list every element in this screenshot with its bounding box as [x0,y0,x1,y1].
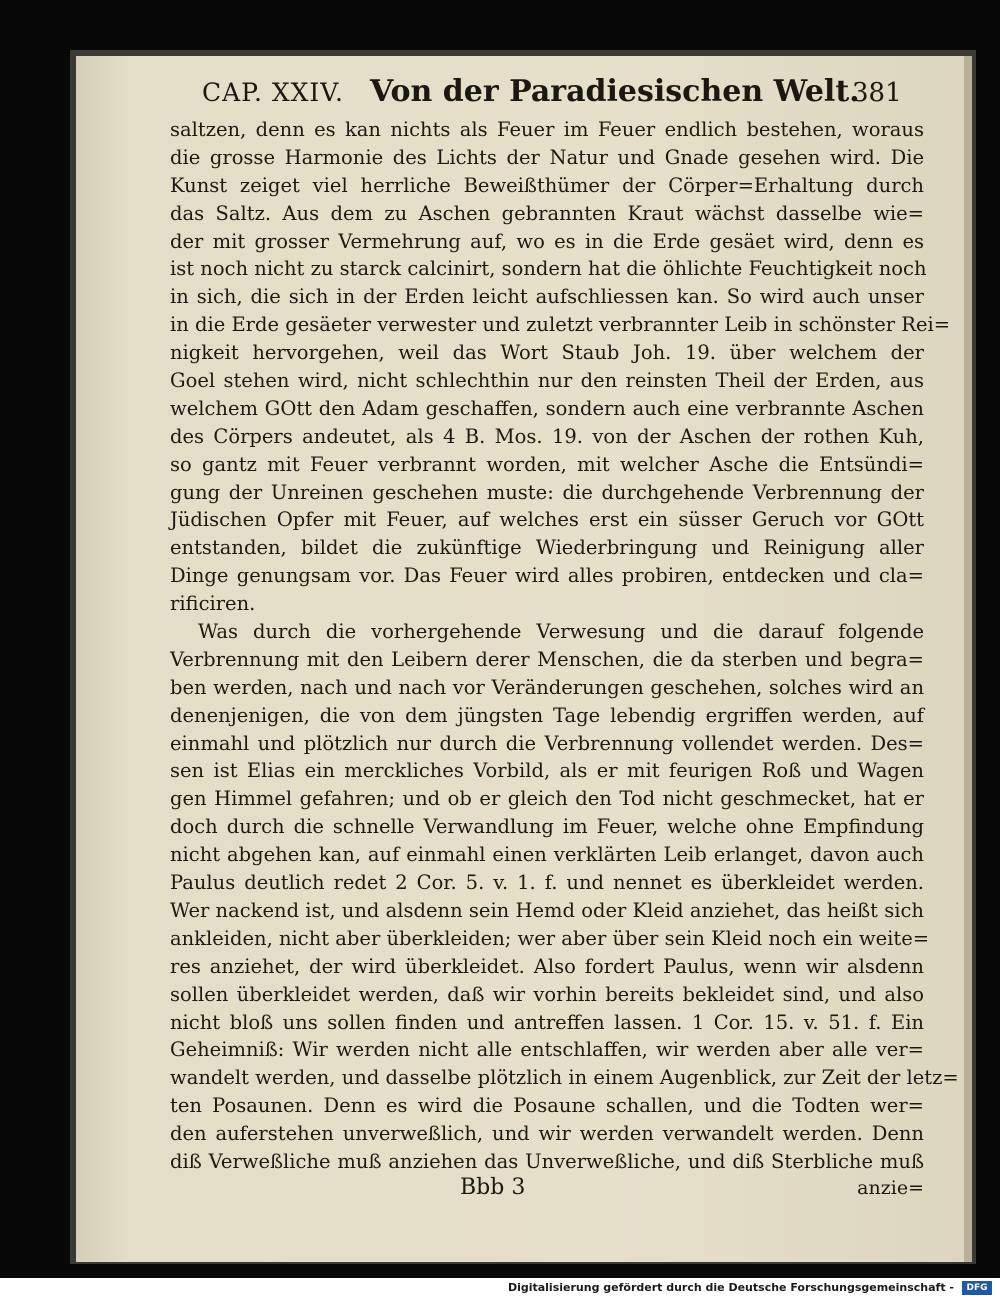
text-line: rificiren. [170,592,256,616]
text-line: Kunst zeiget viel herrliche Beweißthümer der Cörper=Erhaltung durch [170,173,924,197]
text-line: des Cörpers andeutet, als 4 B. Mos. 19. von der Aschen der rothen Kuh, [170,424,924,448]
text-line: doch durch die schnelle Verwandlung im Feuer, welche ohne Empfindung [170,815,924,839]
text-line: wandelt werden, und dasselbe plötzlich in einem Augenblick, zur Zeit der letz= [170,1066,959,1090]
text-line: den auferstehen unverweßlich, und wir werden verwandelt werden. Denn [170,1122,924,1146]
text-line: ist noch nicht zu starck calcinirt, sondern hat die öhlichte Feuchtigkeit noch [170,257,927,281]
text-line: so gantz mit Feuer verbrannt worden, mit welcher Asche die Entsündi= [170,452,924,476]
text-line: der mit grosser Vermehrung auf, wo es in die Erde gesäet wird, denn es [170,229,924,253]
text-line: sollen überkleidet werden, daß wir vorhin bereits bekleidet sind, und also [170,982,924,1006]
text-line: welchem GOtt den Adam geschaffen, sondern auch eine verbrannte Aschen [170,396,924,420]
text-line: gung der Unreinen geschehen muste: die durchgehende Verbrennung der [170,480,924,504]
text-line: Jüdischen Opfer mit Feuer, auf welches erst ein süsser Geruch vor GOtt [170,508,924,532]
text-line: res anziehet, der wird überkleidet. Also fordert Paulus, wenn wir alsdenn [170,954,924,978]
text-line: Dinge genungsam vor. Das Feuer wird alles probiren, entdecken und cla= [170,564,924,588]
text-line: nigkeit hervorgehen, weil das Wort Staub Joh. 19. über welchem der [170,341,924,365]
text-line: das Saltz. Aus dem zu Aschen gebrannten Kraut wächst dasselbe wie= [170,201,924,225]
text-line: Goel stehen wird, nicht schlechthin nur den reinsten Theil der Erden, aus [170,369,924,393]
text-line: Wer nackend ist, und alsdenn sein Hemd oder Kleid anziehet, das heißt sich [170,898,924,922]
text-line: Geheimniß: Wir werden nicht alle entschlaffen, wir werden aber alle ver= [170,1038,924,1062]
text-line: nicht bloß uns sollen finden und antreffen lassen. 1 Cor. 15. v. 51. f. Ein [170,1010,924,1034]
text-line: ben werden, nach und nach vor Veränderungen geschehen, solches wird an [170,675,924,699]
text-line: saltzen, denn es kan nichts als Feuer im Feuer endlich bestehen, woraus [170,118,924,141]
signature-mark: Bbb 3 [460,1175,526,1200]
text-line: in die Erde gesäeter verwester und zuletzt verbrannter Leib in schönster Rei= [170,313,951,337]
body-text [170,116,959,1176]
text-line: Was durch die vorhergehende Verwesung und die darauf folgende [198,620,924,644]
running-title: Von der Paradiesischen Welt. [370,74,860,109]
catchword: anzie= [857,1177,924,1199]
text-line: sen ist Elias ein merckliches Vorbild, als er mit feurigen Roß und Wagen [170,759,924,783]
text-line: in sich, die sich in der Erden leicht aufschliessen kan. So wird auch unser [170,285,924,309]
dfg-logo: DFG [962,1281,992,1295]
digitization-credit-bar [0,1278,1000,1299]
text-line: entstanden, bildet die zukünftige Wiederbringung und Reinigung aller [170,536,924,560]
book-page [76,56,972,1262]
text-line: die grosse Harmonie des Lichts der Natur und Gnade gesehen wird. Die [170,145,924,169]
credit-text: Digitalisierung gefördert durch die Deutsche Forschungsgemeinschaft - [507,1281,954,1294]
running-header [202,72,902,112]
text-line: einmahl und plötzlich nur durch die Verbrennung vollendet werden. Des= [170,731,924,755]
page-footer [170,1175,924,1205]
text-line: gen Himmel gefahren; und ob er gleich den Tod nicht geschmecket, hat er [170,787,924,811]
page-number: 381 [852,78,902,108]
text-line: Verbrennung mit den Leibern derer Menschen, die da sterben und begra= [170,647,924,671]
text-line: ten Posaunen. Denn es wird die Posaune schallen, und die Todten wer= [170,1094,924,1118]
page-edge [964,56,972,1262]
text-line: denenjenigen, die von dem jüngsten Tage lebendig ergriffen werden, auf [170,703,924,727]
text-line: diß Verweßliche muß anziehen das Unverweßliche, und diß Sterbliche muß [170,1149,924,1173]
text-line: nicht abgehen kan, auf einmahl einen verklärten Leib erlanget, davon auch [170,843,924,867]
chapter-label: CAP. XXIV. [202,78,344,107]
text-line: ankleiden, nicht aber überkleiden; wer aber über sein Kleid noch ein weite= [170,926,930,950]
text-line: Paulus deutlich redet 2 Cor. 5. v. 1. f. und nennet es überkleidet werden. [170,871,924,895]
